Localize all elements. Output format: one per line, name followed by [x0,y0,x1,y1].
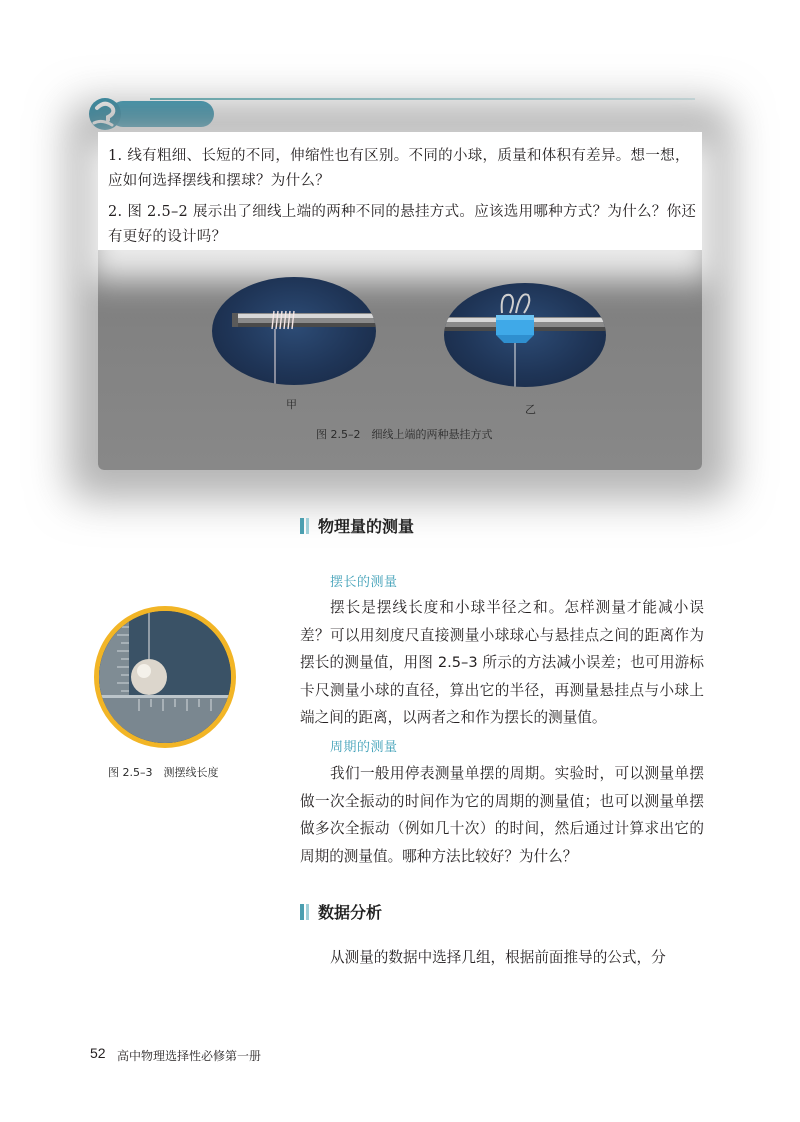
paragraph-length: 摆长是摆线长度和小球半径之和。怎样测量才能减小误差？可以用刻度尺直接测量小球球心与悬挂点之间的距离作为摆长的测量值，用图 2.5–3 所示的方法减小误差；也可用游标卡尺测量小球的直径，算出它的半径，再测量悬挂点与小球上端之间的距离，以两者之和作为摆长的测量值。 [300,599,704,726]
paragraph-data-analysis: 从测量的数据中选择几组，根据前面推导的公式，分 [330,949,666,966]
photo-thread-wound [212,277,376,385]
photo-measure-length [94,606,236,748]
question-2: 2. 图 2.5–2 展示出了细线上端的两种不同的悬挂方式。应该选用哪种方式？为什么？你还有更好的设计吗？ [108,204,697,245]
question-badge-icon [88,97,214,131]
question-1: 1. 线有粗细、长短的不同，伸缩性也有区别。不同的小球，质量和体积有差异。想一想，应如何选择摆线和摆球？为什么？ [108,148,690,189]
section-title-measurement: 物理量的测量 [318,517,415,536]
figure-2-5-3-caption: 图 2.5–3 测摆线长度 [108,766,219,779]
photo-binder-clip [444,283,606,387]
figure-label-b: 乙 [525,403,536,416]
page-number: 52 [90,1045,106,1061]
figure-label-a: 甲 [286,398,297,411]
figure-2-5-2-caption: 图 2.5–2 细线上端的两种悬挂方式 [316,428,493,441]
subheading-length: 摆长的测量 [330,575,398,590]
paragraph-period: 我们一般用停表测量单摆的周期。实验时，可以测量单摆做一次全振动的时间作为它的周期的测量值；也可以测量单摆做多次全振动（例如几十次）的时间，然后通过计算求出它的周期的测量值。哪种方法比较好？为什么？ [300,765,704,865]
section-marker-icon [300,904,304,920]
section-title-data-analysis: 数据分析 [318,903,383,922]
subheading-period: 周期的测量 [330,740,398,755]
section-marker-icon [306,904,309,920]
section-marker-icon [306,518,309,534]
book-title: 高中物理选择性必修第一册 [117,1049,262,1063]
section-marker-icon [300,518,304,534]
header-rule [150,98,695,100]
